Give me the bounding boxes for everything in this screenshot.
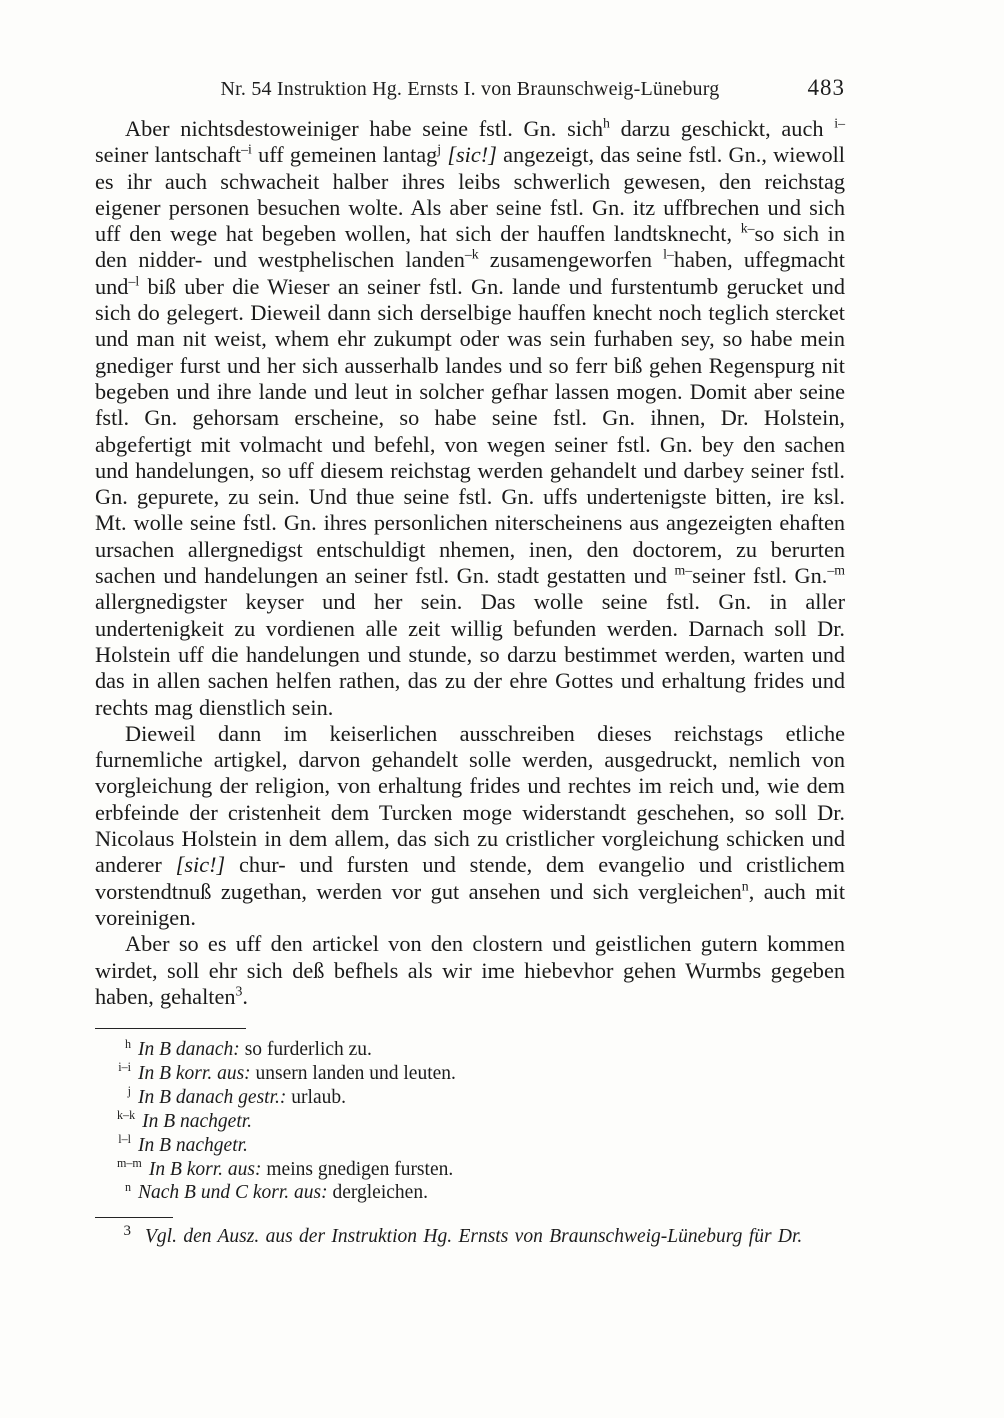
main-text (95, 116, 845, 1010)
footnotes-section (95, 1028, 845, 1249)
page-number: 483 (807, 75, 845, 100)
letter-note-l: $^{l-l}$ In B nachgetr. (118, 1132, 248, 1156)
running-header-title: Nr. 54 Instruktion Hg. Ernsts I. von Braunschweig-Lüneburg (220, 78, 720, 100)
letter-note-n: $^n$ Nach B und C korr. aus: dergleichen. (124, 1179, 428, 1204)
letter-note-j: $^j$ In B danach gestr.: urlaub. (127, 1084, 346, 1108)
letter-note-i: $^{i-i}$ In B korr. aus: unsern landen und leuten. (118, 1060, 456, 1084)
footnote-text: Vgl. den Ausz. aus der Instruktion Hg. Ernsts von Braunschweig-Lüneburg für Dr. (145, 1226, 803, 1248)
footnote-text: In B nachgetr. (142, 1110, 253, 1132)
paragraph-1: Aber nichtsdestoweiniger habe seine fstl. Gn. sich$^h$ darzu geschickt, auch $^{i-}$seiner lantschaft$^{-i}$ uff gemeinen lantag$^j$ [sic!] angezeigt, das seine fstl. Gn., wiewoll es ihr auch schwacheit halber ihres leibs schwerlich gewesen, den reichstag eigener personen besuchen wolte. Als aber seine fstl. Gn. itz uffbrechen und sich uff den wege hat begeben wollen, hat sich der hauffen landtsknecht, $^{k-}$so sich in den nidder- und westphelischen landen$^{-k}$ zusamengeworfen $^{l-}$haben, uffegmacht und$^{-l}$ biß uber die Wieser an seiner fstl. Gn. lande und furstentumb gerucket und sich do gelegert. Dieweil dann sich derselbige hauffen knecht noch teglich stercket und man nit weist, whem ehr zukumpt oder was sein furhaben sey, so habe mein gnediger furst und her sich ausserhalb landes und so ferr biß gehen Regenspurg nit begeben und ihre lande und leut in solcher gefhar lassen mogen. Domit aber seine fstl. Gn. gehorsam erscheine, so habe seine fstl. Gn. ihnen, Dr. Holstein, abgefertigt mit volmacht und befehl, von wegen seiner fstl. Gn. bey den sachen und handelungen, so uff diesem reichstag werden gehandelt und darbey seiner fstl. Gn. gepurete, zu sein. Und thue seine fstl. Gn. uffs undertenigste bitten, ire ksl. Mt. wolle seine fstl. Gn. ihres personlichen niterscheinens aus angezeigten ehaften ursachen allergnedigst entschuldigt nhemen, inen, den doctorem, zu berurten sachen und handelungen an seiner fstl. Gn. stadt gestatten und $^{m-}$seiner fstl. Gn.$^{-m}$ allergnedigster keyser und her sein. Das wolle seine fstl. Gn. in aller undertenigkeit zu vordienen alle zeit willig befunden werden. Darnach soll Dr. Holstein uff die handelungen und stunde, so darzu bestimmet werden, warten und das in allen sachen helfen rathen, das zu der ehre Gottes und erhaltung frides und rechts mag dienstlich sein. (95, 115, 846, 720)
paragraph-3: Aber so es uff den artickel von den clostern und geistlichen gutern kommen wirdet, soll ehr sich deß befhels als wir ime hiebevhor gehen Wurmbs gegeben haben, gehalten$^3$. (95, 931, 845, 1009)
footnote-text: In B korr. aus: meins gnedigen fursten. (148, 1158, 454, 1180)
footnote-separator-rule (95, 1028, 246, 1029)
numbered-note-separator-rule (95, 1217, 173, 1218)
running-header (95, 75, 845, 101)
footnote-text: In B danach gestr.: urlaub. (138, 1086, 346, 1108)
footnote-text: In B korr. aus: unsern landen und leuten. (138, 1062, 456, 1084)
footnote-text: In B danach: so furderlich zu. (138, 1039, 372, 1060)
letter-note-h: $^h$ In B danach: so furderlich zu. (124, 1036, 372, 1060)
letter-note-k: $^{k-k}$ In B nachgetr. (117, 1108, 253, 1132)
footnote-text: Nach B und C korr. aus: dergleichen. (138, 1182, 428, 1204)
numbered-note-3: $^3$ Vgl. den Ausz. aus der Instruktion Hg. Ernsts von Braunschweig-Lüneburg für Dr. (123, 1222, 803, 1248)
letter-note-m: $^{m-m}$ In B korr. aus: meins gnedigen fursten. (117, 1156, 454, 1180)
paragraph-2: Dieweil dann im keiserlichen ausschreiben dieses reichstags etliche furnemliche artigkel, darvon gehandelt solle werden, ausgedruckt, nemlich von vorgleichung der religion, von erhaltung frides und rechtes im reich und, wie dem erbfeinde der cristenheit dem Turcken moge widerstandt geschehen, so soll Dr. Nicolaus Holstein in dem allem, das sich zu cristlicher vorgleichung schicken und anderer [sic!] chur- und fursten und stende, dem evangelio und cristlichem vorstendtnuß zugethan, werden vor gut ansehen und sich vergleichen$^n$, auch mit voreinigen. (95, 720, 846, 930)
footnote-text: In B nachgetr. (138, 1134, 248, 1156)
